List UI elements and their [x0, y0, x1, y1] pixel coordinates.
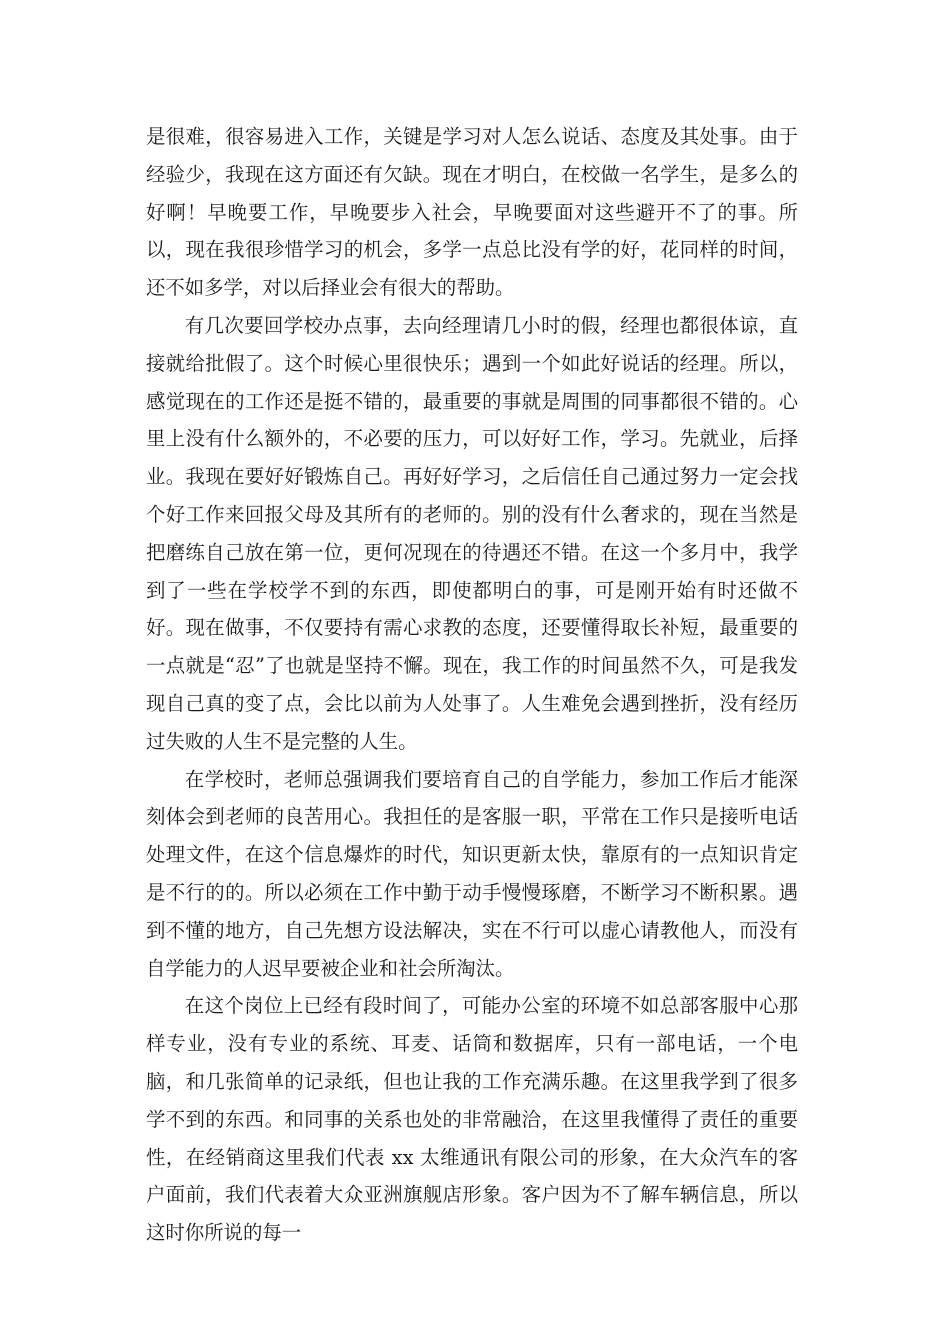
paragraph-4: 在这个岗位上已经有段时间了，可能办公室的环境不如总部客服中心那样专业，没有专业的系统、耳麦、话筒和数据库，只有一部电话，一个电脑，和几张简单的记录纸，但也让我的工作充满乐趣。在这里我学到了很多学不到的东西。和同事的关系也处的非常融洽，在这里我懂得了责任的重要性，在经销商这里我们代表 xx 太维通讯有限公司的形象，在大众汽车的客户面前，我们代表着大众亚洲旗舰店形象。客户因为不了解车辆信息，所以这时你所说的每一 [146, 994, 798, 1245]
paragraph-3: 在学校时，老师总强调我们要培育自己的自学能力，参加工作后才能深刻体会到老师的良苦用心。我担任的是客服一职，平常在工作只是接听电话处理文件，在这个信息爆炸的时代，知识更新太快，靠原有的一点知识肯定是不行的的。所以必须在工作中勤于动手慢慢琢磨，不断学习不断积累。遇到不懂的地方，自己先想方设法解决，实在不行可以虚心请教他人，而没有自学能力的人迟早要被企业和社会所淘汰。 [146, 767, 798, 980]
paragraph-1: 是很难，很容易进入工作，关键是学习对人怎么说话、态度及其处事。由于经验少，我现在这方面还有欠缺。现在才明白，在校做一名学生，是多么的好啊！早晚要工作，早晚要步入社会，早晚要面对这些避开不了的事。所以，现在我很珍惜学习的机会，多学一点总比没有学的好，花同样的时间，还不如多学，对以后择业会有很大的帮助。 [146, 125, 798, 300]
paragraph-2: 有几次要回学校办点事，去向经理请几小时的假，经理也都很体谅，直接就给批假了。这个时候心里很快乐；遇到一个如此好说话的经理。所以，感觉现在的工作还是挺不错的，最重要的事就是周围的同事都很不错的。心里上没有什么额外的，不必要的压力，可以好好工作，学习。先就业，后择业。我现在要好好锻炼自己。再好好学习，之后信任自己通过努力一定会找个好工作来回报父母及其所有的老师的。别的没有什么奢求的，现在当然是把磨练自己放在第一位，更何况现在的待遇还不错。在这一个多月中，我学到了一些在学校学不到的东西，即使都明白的事，可是刚开始有时还做不好。现在做事，不仅要持有需心求教的态度，还要懂得取长补短，最重要的一点就是“忍”了也就是坚持不懈。现在，我工作的时间虽然不久，可是我发现自己真的变了点，会比以前为人处事了。人生难免会遇到挫折，没有经历过失败的人生不是完整的人生。 [146, 313, 798, 753]
body-text [146, 118, 798, 1252]
